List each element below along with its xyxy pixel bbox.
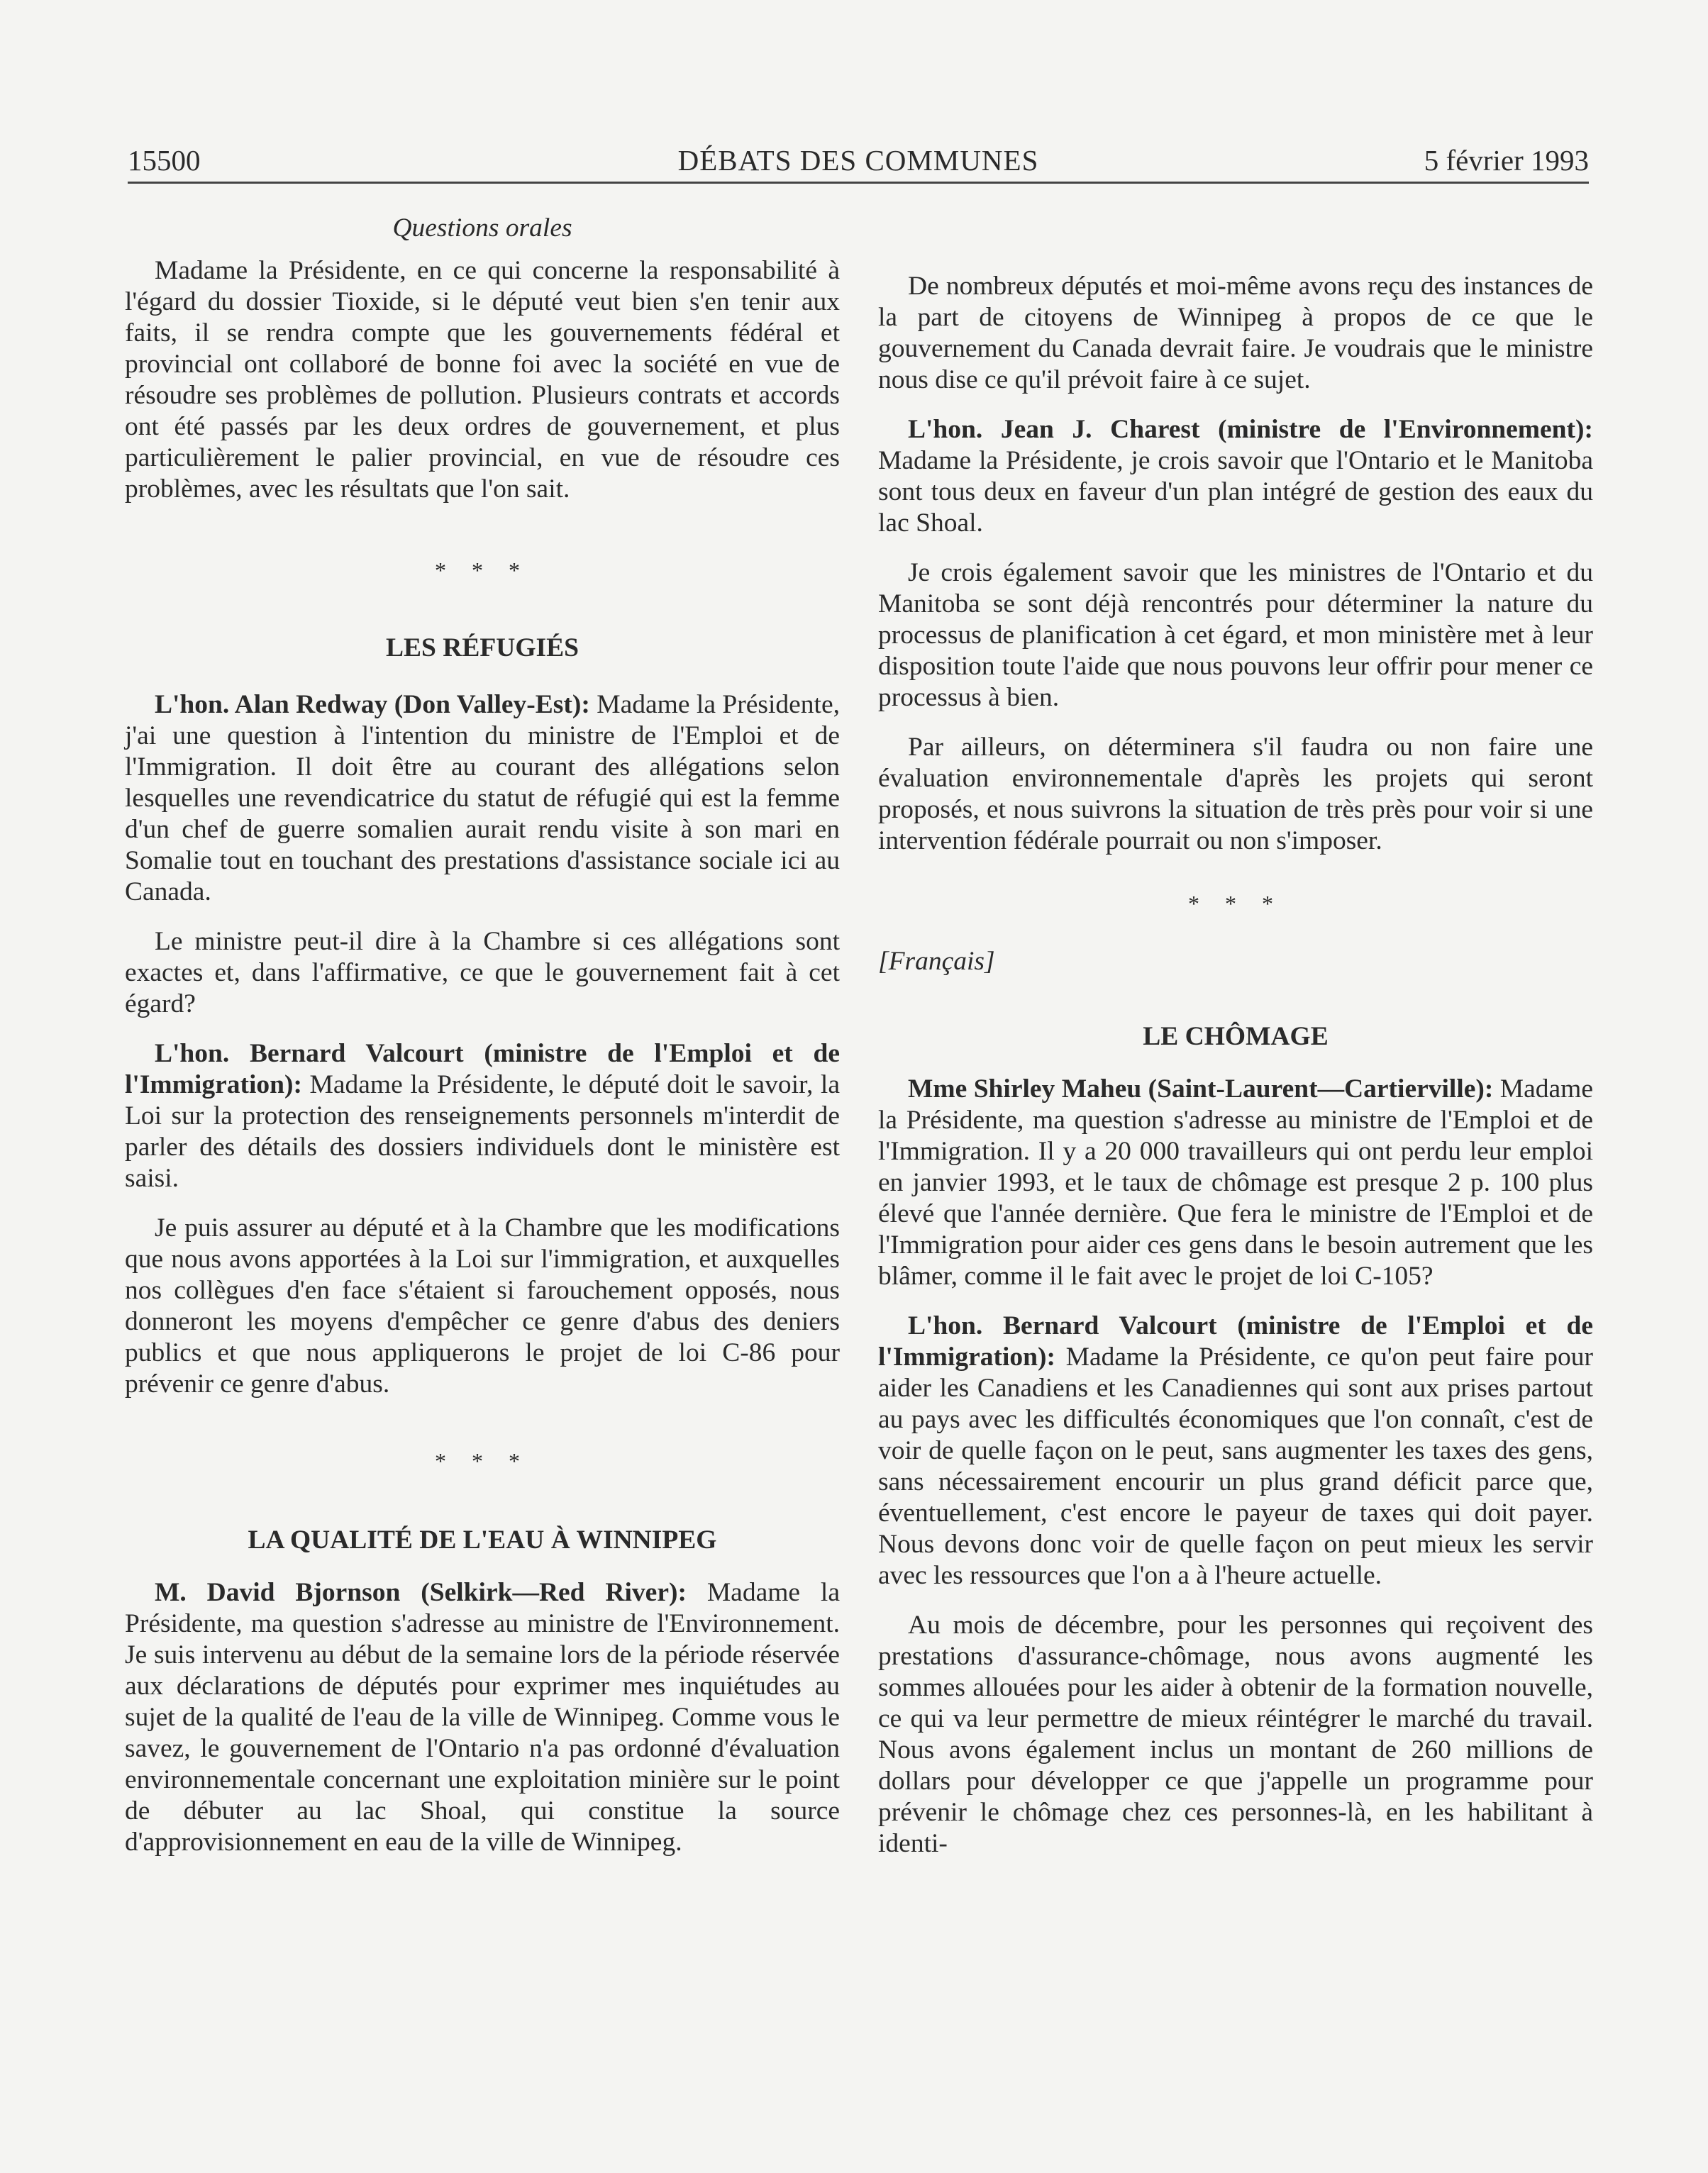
speech-text: Madame la Présidente, ma question s'adresse au ministre de l'Emploi et de l'Immigration. Il y a 20 000 travailleurs qui ont perdu leur emploi en janvier 1993, et le taux de chômage est presque 2 p. 100 plus élevé que l'année dernière. Que fera le ministre de l'Emploi et de l'Immigration pour aider ces gens dans le besoin autrement que les blâmer, comme il le fait avec le projet de loi C-105?: [878, 1074, 1593, 1291]
section-label: Questions orales: [392, 213, 572, 243]
paragraph: Je puis assurer au député et à la Chambre que les modifications que nous avons apportées à la Loi sur l'immigration, et auxquelles nos collègues d'en face s'étaient si farouchement opposés, nous donneront les moyens d'empêcher ce genre d'abus des deniers publics et que nous appliquerons le projet de loi C-86 pour prévenir ce genre d'abus.: [125, 1213, 840, 1399]
paragraph: [125, 689, 840, 908]
section-separator: * * *: [435, 557, 530, 583]
publication-title: DÉBATS DES COMMUNES: [677, 144, 1039, 177]
paragraph: Je crois également savoir que les ministres de l'Ontario et du Manitoba se sont déjà rencontrés pour déterminer la nature du processus de planification à cet égard, et mon ministère met à leur disposition toute l'aide que nous pouvons leur offrir pour mener ce processus à bien.: [878, 558, 1593, 712]
speaker-name: Mme Shirley Maheu (Saint-Laurent—Cartierville):: [908, 1074, 1494, 1104]
page-header: [128, 139, 1589, 184]
left-column: [125, 213, 840, 1858]
section-heading: LES RÉFUGIÉS: [386, 633, 579, 662]
publication-date: 5 février 1993: [1424, 144, 1589, 177]
speech-text: Madame la Présidente, ma question s'adresse au ministre de l'Environnement. Je suis intervenu au début de la semaine lors de la période réservée aux déclarations de députés pour exprimer mes inquiétudes au sujet de la qualité de l'eau de la ville de Winnipeg. Comme vous le savez, le gouvernement de l'Ontario n'a pas ordonné d'évaluation environnementale concernant une exploitation minière sur le point de débuter au lac Shoal, qui constitue la source d'approvisionnement en eau de la ville de Winnipeg.: [125, 1578, 840, 1857]
speaker-name: L'hon. Bernard Valcourt (ministre de l'Emploi et de l'Immigration):: [878, 1311, 1593, 1372]
paragraph: [125, 1577, 840, 1858]
paragraph: De nombreux députés et moi-même avons reçu des instances de la part de citoyens de Winnipeg à propos de ce que le gouvernement du Canada devrait faire. Je voudrais que le ministre nous dise ce qu'il prévoit faire à ce sujet.: [878, 272, 1593, 394]
section-heading: LA QUALITÉ DE L'EAU À WINNIPEG: [248, 1525, 717, 1555]
section-separator: * * *: [1188, 891, 1283, 916]
page-number: 15500: [128, 144, 201, 177]
speech-text: Madame la Présidente, le député doit le savoir, la Loi sur la protection des renseignements personnels m'interdit de parler des détails des dossiers individuels dont le ministère est saisi.: [125, 1070, 840, 1193]
paragraph: Au mois de décembre, pour les personnes qui reçoivent des prestations d'assurance-chômage, nous avons augmenté les sommes allouées pour les aider à obtenir de la formation nouvelle, ce qui va leur permettre de mieux réintégrer le marché du travail. Nous avons également inclus un montant de 260 millions de dollars pour développer ce que j'appelle un programme pour prévenir le chômage chez ces personnes-là, en les habilitant à identi-: [878, 1611, 1593, 1858]
section-separator: * * *: [435, 1448, 530, 1474]
speech-text: Madame la Présidente, ce qu'on peut faire pour aider les Canadiens et les Canadiennes qui sont aux prises partout au pays avec les difficultés économiques que l'on connaît, c'est de voir de quelle façon on le peut, sans augmenter les taxes des gens, sans nécessairement encourir un plus grand déficit parce que, éventuellement, c'est encore le payeur de taxes qui doit payer. Nous devons donc voir de quelle façon on peut mieux les servir avec les ressources que l'on a à l'heure actuelle.: [878, 1343, 1593, 1590]
speaker-name: L'hon. Jean J. Charest (ministre de l'Environnement):: [908, 415, 1593, 444]
paragraph: Le ministre peut-il dire à la Chambre si ces allégations sont exactes et, dans l'affirmative, ce que le gouvernement fait à cet égard?: [125, 927, 840, 1018]
paragraph: [878, 1311, 1593, 1591]
speaker-name: M. David Bjornson (Selkirk—Red River):: [155, 1578, 687, 1607]
speaker-name: L'hon. Bernard Valcourt (ministre de l'Emploi et de l'Immigration):: [125, 1039, 840, 1099]
speech-text: Madame la Présidente, j'ai une question à l'intention du ministre de l'Emploi et de l'Immigration. Il doit être au courant des allégations selon lesquelles une revendicatrice du statut de réfugié qui est la femme d'un chef de guerre somalien aurait rendu visite à son mari en Somalie tout en touchant des prestations d'assistance sociale ici au Canada.: [125, 690, 840, 906]
paragraph: [878, 414, 1593, 539]
section-heading: LE CHÔMAGE: [1143, 1022, 1329, 1051]
right-column: [878, 271, 1593, 1860]
paragraph: Par ailleurs, on déterminera s'il faudra ou non faire une évaluation environnementale d'après les projets qui seront proposés, et nous suivrons la situation de très près pour voir si une intervention fédérale pourrait ou non s'imposer.: [878, 733, 1593, 855]
speech-text: Madame la Présidente, je crois savoir que l'Ontario et le Manitoba sont tous deux en faveur d'un plan intégré de gestion des eaux du lac Shoal.: [878, 446, 1593, 538]
language-note: [Français]: [878, 947, 995, 976]
paragraph: [125, 1038, 840, 1194]
paragraph: [878, 1074, 1593, 1292]
paragraph: Madame la Présidente, en ce qui concerne la responsabilité à l'égard du dossier Tioxide, si le député veut bien s'en tenir aux faits, il se rendra compte que les gouvernements fédéral et provincial ont collaboré de bonne foi avec la société en vue de résoudre ses problèmes de pollution. Plusieurs contrats et accords ont été passés par les deux ordres de gouvernement, et plus particulièrement le palier provincial, en vue de résoudre ces problèmes, avec les résultats que l'on sait.: [125, 256, 840, 504]
speaker-name: L'hon. Alan Redway (Don Valley-Est):: [155, 690, 590, 719]
